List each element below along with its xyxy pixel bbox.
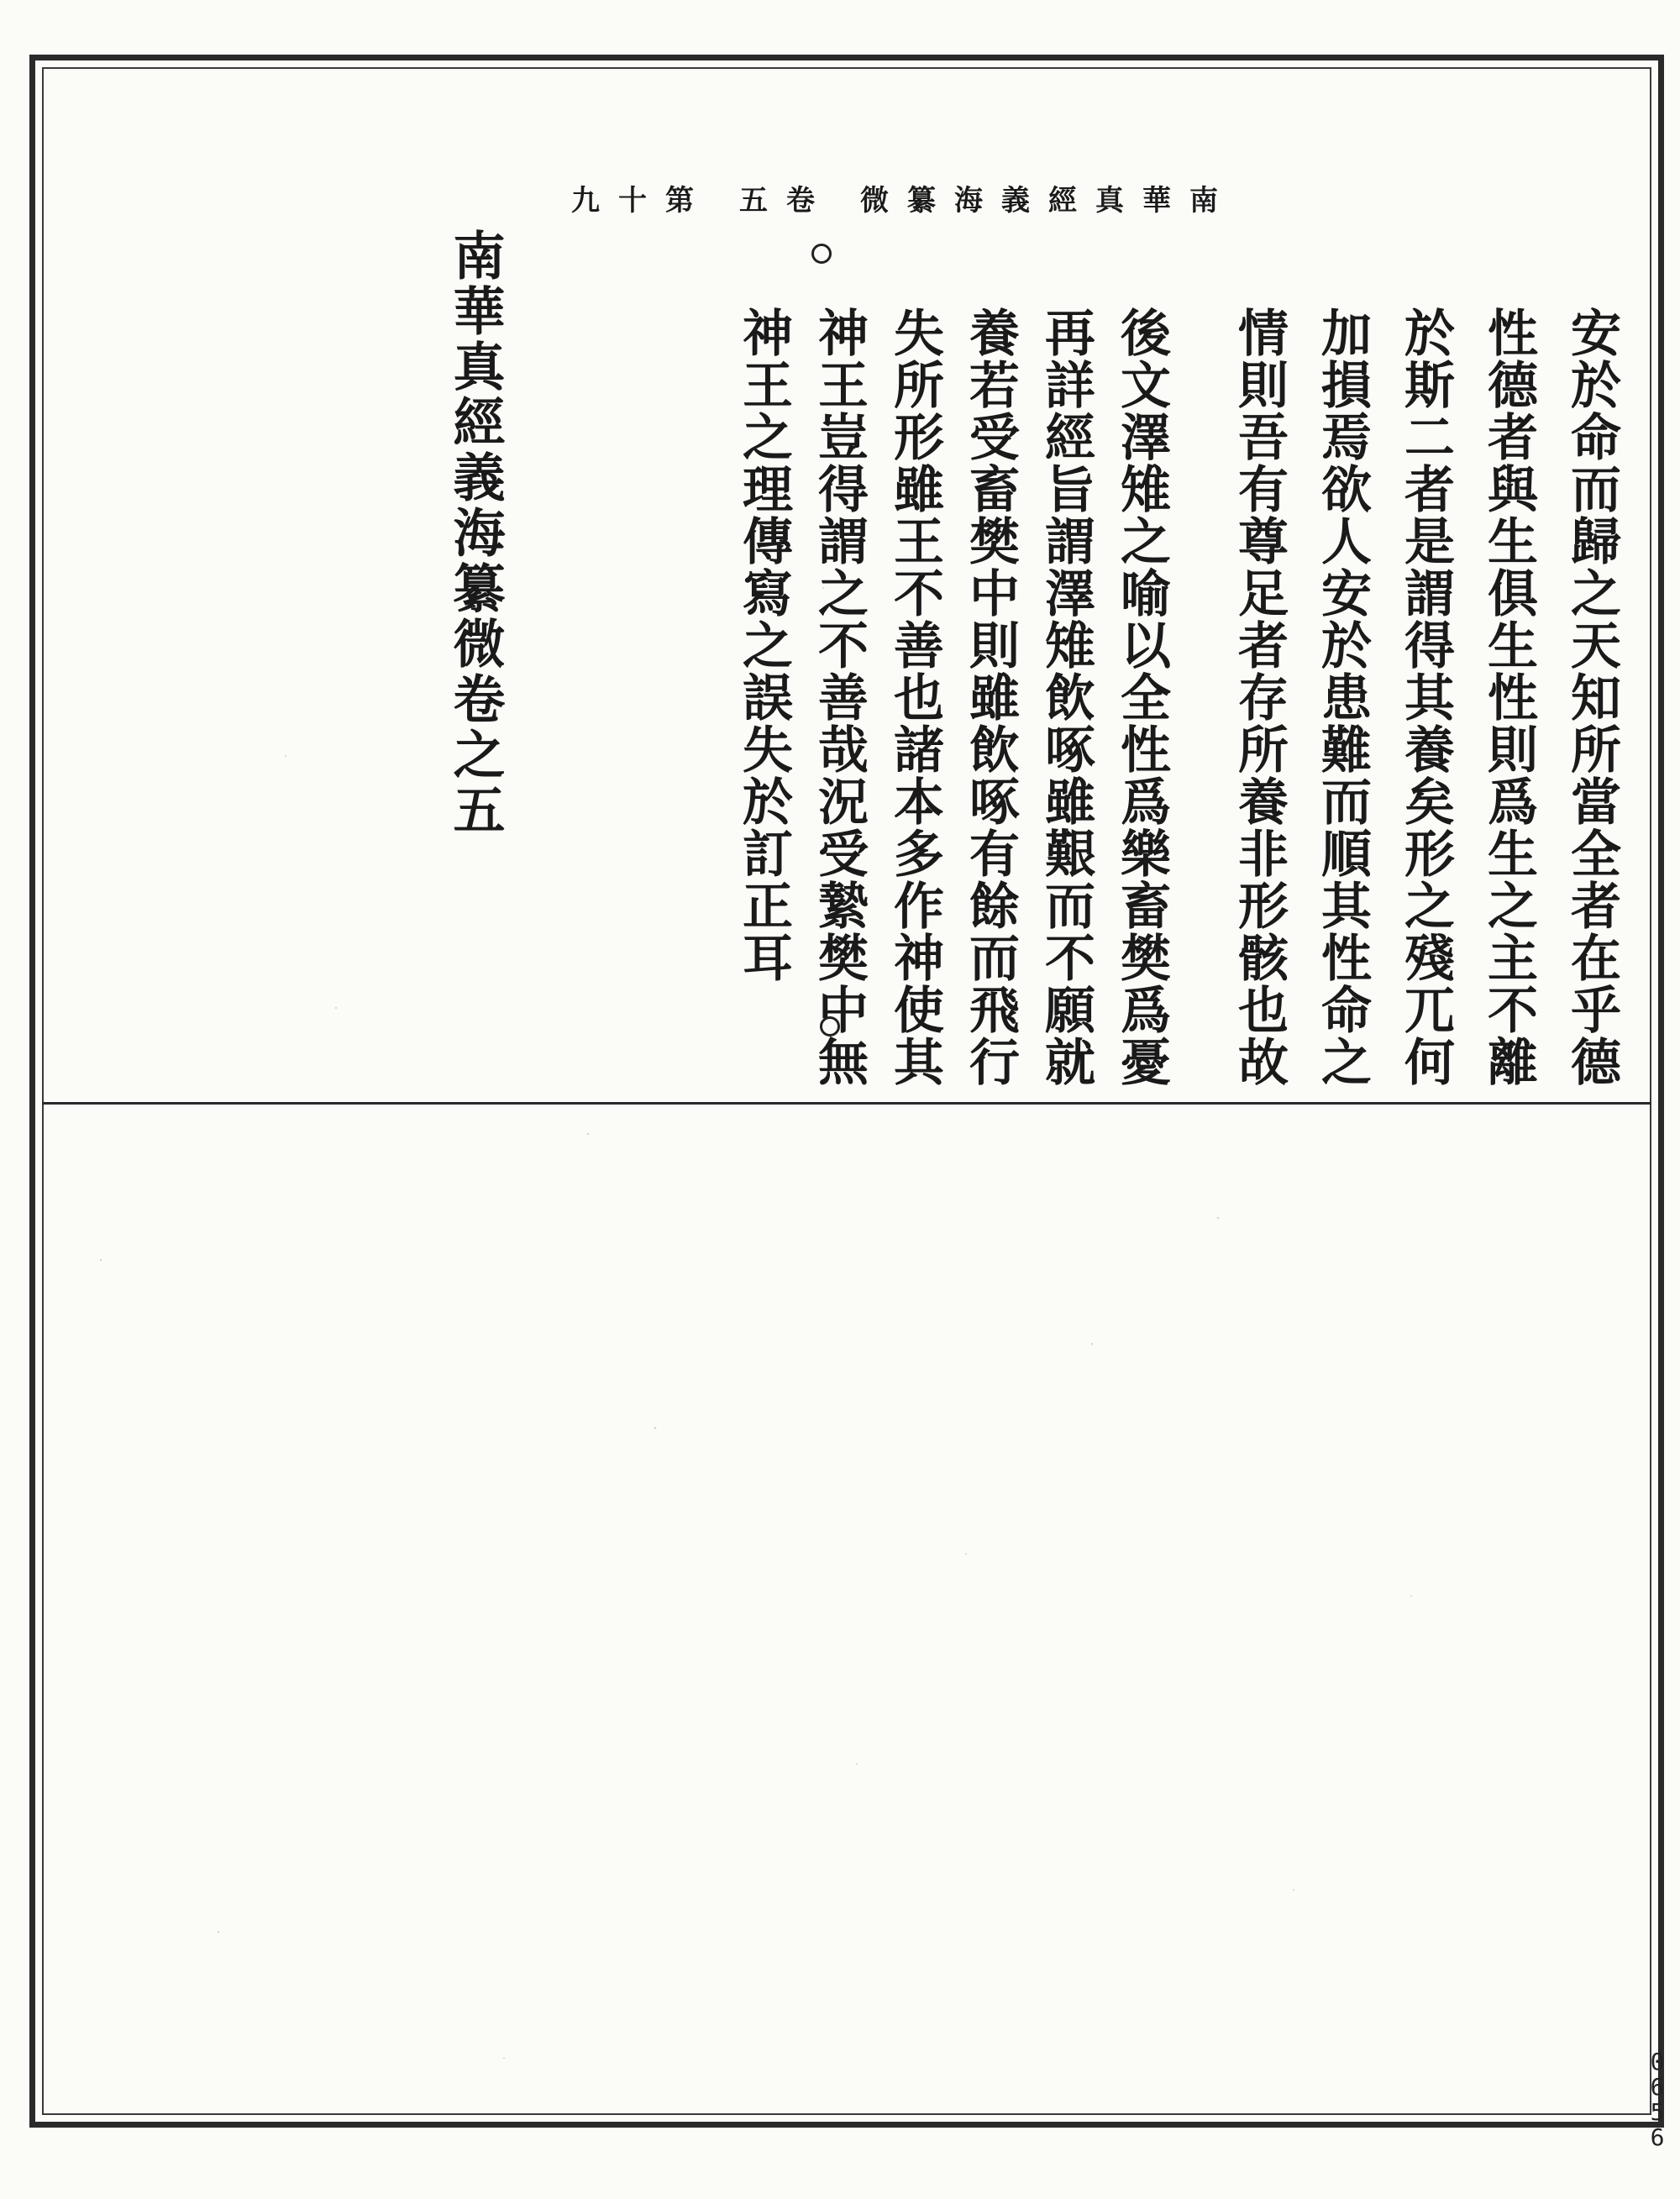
header-character: 纂: [907, 183, 937, 218]
header-character: 真: [1095, 183, 1126, 218]
text-column: 加損焉欲人安於患難而順其性命之: [1313, 307, 1372, 1088]
header-character: 第: [665, 183, 696, 218]
header-volume: [739, 177, 815, 218]
text-column: 於斯二者是謂得其養矣形之殘兀何: [1396, 307, 1455, 1088]
header-section: [571, 177, 694, 218]
section-marker-top: [811, 244, 832, 264]
text-column: 神王之理傳寫之誤失於訂正耳: [734, 307, 793, 984]
text-column: 神王豈得謂之不善哉況受縶樊中無: [810, 307, 869, 1088]
header-character: 卷: [786, 183, 816, 218]
text-block-1: [1226, 307, 1625, 1088]
text-column: 再詳經旨謂澤雉飲啄雖艱而不願就: [1037, 307, 1095, 1088]
page-number-digit: 6: [1650, 2123, 1665, 2151]
header-character: 微: [860, 183, 890, 218]
header-character: 九: [571, 183, 601, 218]
text-column: 失所形雖王不善也諸本多作神使其: [885, 307, 944, 1088]
header-character: 華: [1142, 183, 1173, 218]
header-character: 十: [618, 183, 648, 218]
header-character: 經: [1048, 183, 1079, 218]
text-column: 養若受畜樊中則雖飲啄有餘而飛行: [961, 307, 1020, 1088]
page-divider-line: [42, 1102, 1651, 1105]
header-character: 海: [954, 183, 984, 218]
page-number-digit: 0: [1650, 2048, 1665, 2076]
page-number-digit: 5: [1650, 2098, 1665, 2126]
header-character: 五: [739, 183, 769, 218]
text-column: 安於命而歸之天知所當全者在乎德: [1562, 307, 1621, 1088]
text-block-2: [731, 307, 1174, 1088]
running-header: [571, 178, 1218, 217]
page-number-digit: 6: [1650, 2073, 1665, 2101]
closing-volume-title: 南華真經義海纂微卷之五: [444, 228, 506, 838]
text-column: 情則吾有尊足者存所養非形骸也故: [1230, 307, 1289, 1088]
page-number: [1645, 2049, 1670, 2150]
header-character: 義: [1001, 183, 1032, 218]
header-character: 南: [1189, 183, 1220, 218]
text-column: 後文澤雉之喻以全性爲樂畜樊爲憂: [1112, 307, 1171, 1088]
text-column: 性德者與生俱生性則爲生之主不離: [1479, 307, 1538, 1088]
header-book-title: [860, 177, 1218, 218]
